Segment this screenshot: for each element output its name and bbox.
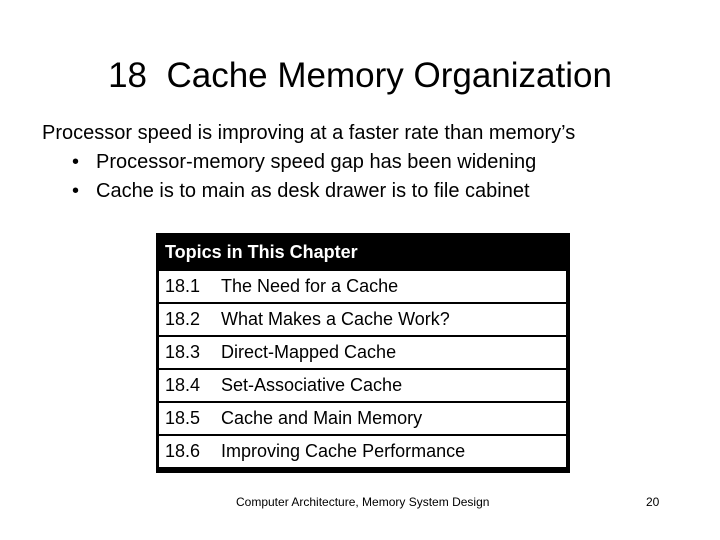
topic-label: Improving Cache Performance bbox=[221, 441, 466, 461]
topic-label: Cache and Main Memory bbox=[221, 408, 423, 428]
topic-row-18-6 bbox=[159, 436, 566, 467]
bullet-item bbox=[72, 177, 536, 206]
page-number: 20 bbox=[646, 495, 660, 509]
bullet-text: Cache is to main as desk drawer is to file cabinet bbox=[96, 180, 530, 202]
footer-text: Computer Architecture, Memory System Design bbox=[236, 495, 490, 509]
topic-number: 18.2 bbox=[165, 309, 201, 329]
slide-title: 18 Cache Memory Organization bbox=[108, 56, 612, 95]
topic-row-18-1 bbox=[159, 271, 566, 302]
bullet-icon: • bbox=[72, 180, 80, 202]
topic-label: What Makes a Cache Work? bbox=[221, 309, 450, 329]
bullet-text: Processor-memory speed gap has been widening bbox=[96, 151, 537, 173]
topic-row-18-3 bbox=[159, 337, 566, 368]
topic-number: 18.1 bbox=[165, 276, 201, 296]
topic-row-18-2 bbox=[159, 304, 566, 335]
topic-number: 18.6 bbox=[165, 441, 201, 461]
topic-row-18-5 bbox=[159, 403, 566, 434]
bullet-list bbox=[72, 148, 536, 206]
topic-number: 18.3 bbox=[165, 342, 201, 362]
lead-text: Processor speed is improving at a faster rate than memory’s bbox=[42, 122, 576, 144]
topic-row-18-4 bbox=[159, 370, 566, 401]
bullet-icon: • bbox=[72, 151, 80, 173]
topics-header: Topics in This Chapter bbox=[159, 236, 566, 269]
bullet-item bbox=[72, 148, 536, 177]
topic-number: 18.4 bbox=[165, 375, 201, 395]
topic-number: 18.5 bbox=[165, 408, 201, 428]
topic-label: Set-Associative Cache bbox=[221, 375, 403, 395]
topic-label: Direct-Mapped Cache bbox=[221, 342, 397, 362]
topics-box bbox=[156, 233, 570, 473]
topic-label: The Need for a Cache bbox=[221, 276, 399, 296]
